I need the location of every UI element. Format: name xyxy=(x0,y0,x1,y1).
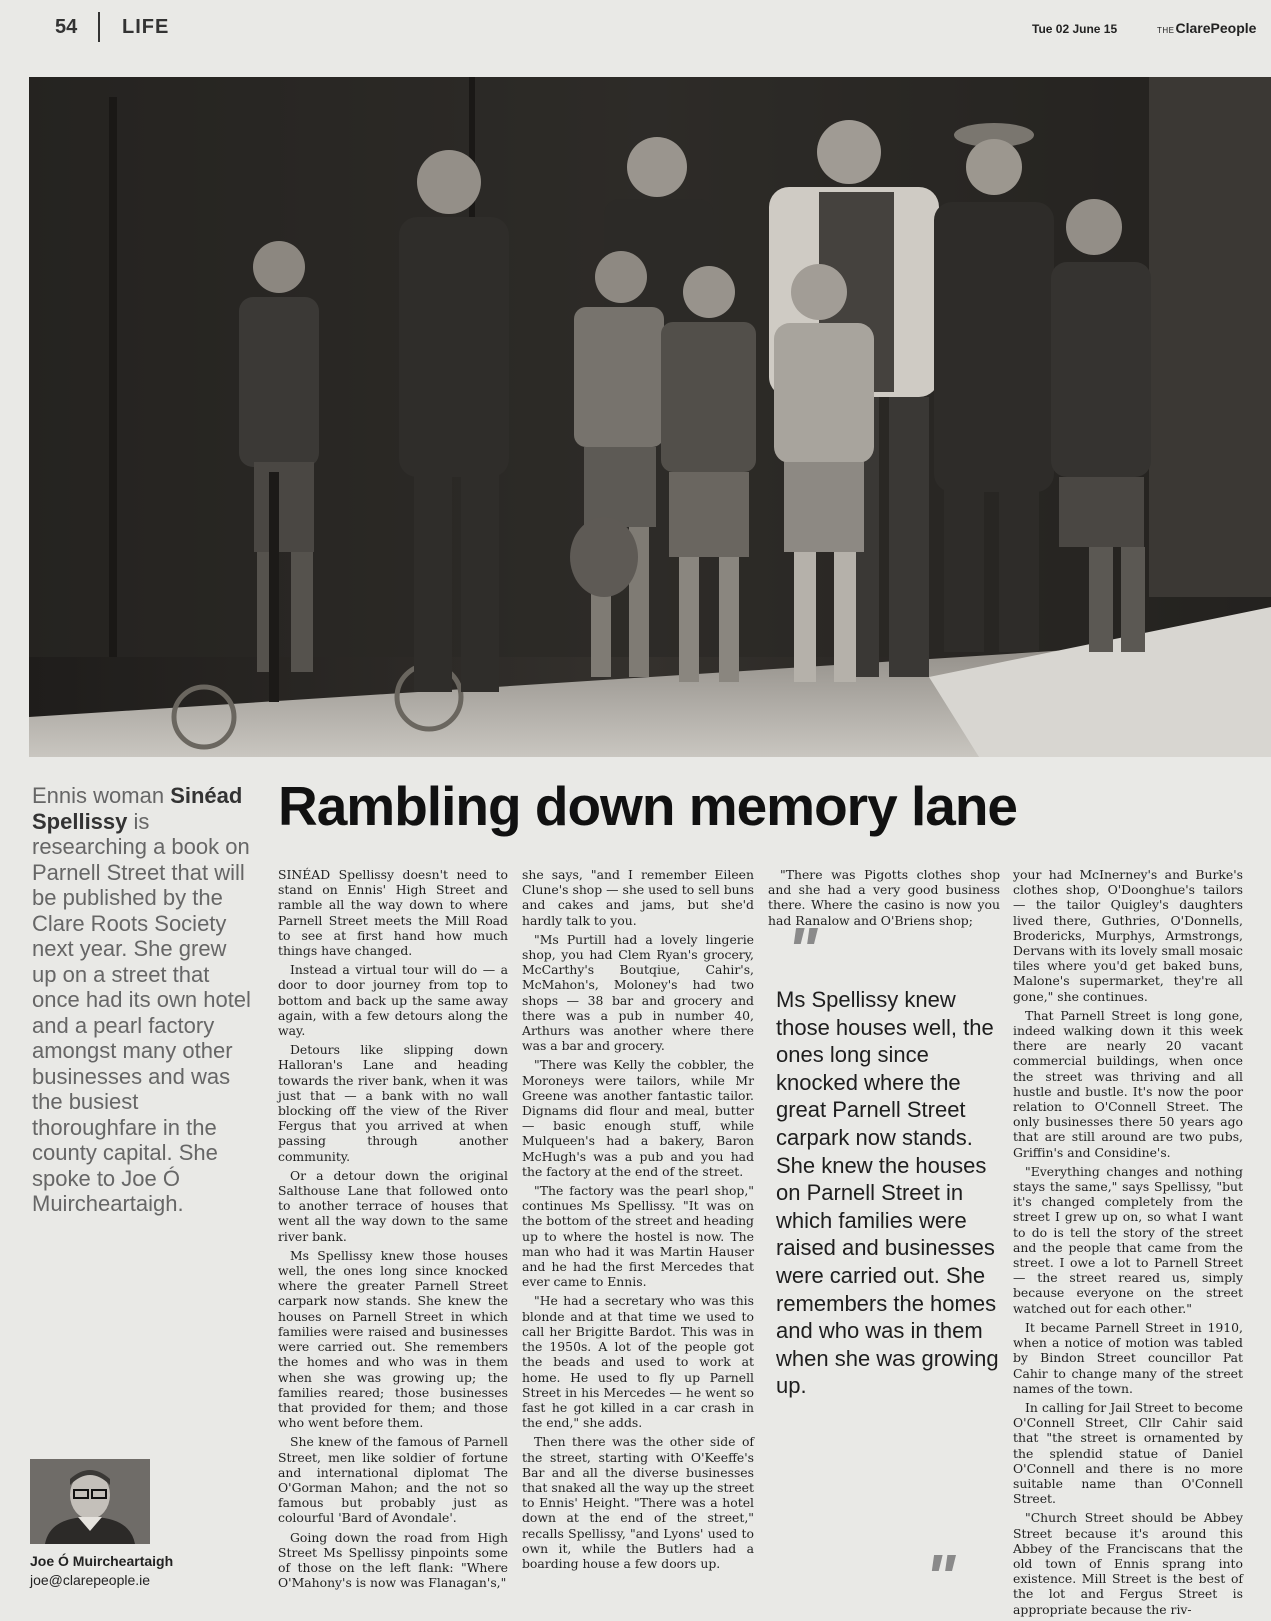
pull-quote: Ms Spellissy knew those houses well, the ones long since knocked where the great Parnell Street carpark now stands. She knew the houses on Parnell Street in which families were raised and businesses were carried out. She remembers the homes and who was in them when she was growing up. xyxy=(776,987,999,1399)
page-header xyxy=(0,0,1271,60)
paper-name: ClarePeople xyxy=(1175,20,1257,36)
paragraph: It became Parnell Street in 1910, when a notice of motion was tabled by Bindon Street councillor Pat Cahir to change many of the street names of the town. xyxy=(1013,1319,1243,1396)
author-email[interactable]: joe@clarepeople.ie xyxy=(30,1572,151,1588)
paragraph: Then there was the other side of the street, starting with O'Keeffe's Bar and all the diverse businesses that snaked all the way up the street to Ennis' Height. "There was a hotel down at the end of the street," recalls Spellissy, "and Lyons' used to own it, while the Butlers had a boarding house a few doors up. xyxy=(522,1434,754,1571)
paragraph: In calling for Jail Street to become O'Connell Street, Cllr Cahir said that "the street is ornamented by the splendid statue of Daniel O'Connell and there is no more suitable name than O'Connell Street. xyxy=(1013,1399,1243,1507)
paper-masthead xyxy=(1157,20,1256,36)
author-photo xyxy=(30,1459,150,1544)
section-label: LIFE xyxy=(122,16,170,38)
body-column-4 xyxy=(1013,867,1243,1621)
paragraph: Ms Spellissy knew those houses well, the ones long since knocked where the greater Parnell Street carpark now stands. She knew the houses on Parnell Street in which families were raised and businesses were carried out. She remembers the homes and who was in them when she was growing up; the families reared; those businesses that provided for them; and those who went before them. xyxy=(278,1247,508,1431)
paragraph: "There was Pigotts clothes shop and she had a very good business there. Where the casino is now you had Ranalow and O'Briens shop; xyxy=(768,867,1000,928)
paragraph: your had McInerney's and Burke's clothes shop, O'Doonghue's tailors — the tailor Quigley's daughters lived there, Guthries, O'Donnells, Brodericks, Murphys, Armstrongs, Dervans with its lovely small mosaic tiles where you'd get baked buns, Malone's supermarket, they're all gone," she continues. xyxy=(1013,867,1243,1004)
open-quote-mark: " xyxy=(787,914,812,986)
standfirst xyxy=(32,783,254,1217)
paragraph: She knew of the famous of Parnell Street, men like soldier of fortune and international diplomat The O'Gorman Mahon; and the not so famous but probably just as colourful 'Bard of Avondale'. xyxy=(278,1434,508,1526)
paragraph: "Everything changes and nothing stays the same," says Spellissy, "but it's changed completely from the street I grew up on, so what I want to do is tell the story of the street and the people that came from the street. I owe a lot to Parnell Street — the street reared us, simply because everyone on the street watched out for each other." xyxy=(1013,1163,1243,1316)
paragraph: "He had a secretary who was this blonde and at that time we used to call her Brigitte Bardot. This was in the 1950s. A lot of the people got the beads and used to work at home. He used to fly up Parnell Street in his Mercedes — he went so fast he got killed in a car crash in the end," she adds. xyxy=(522,1293,754,1431)
headline: Rambling down memory lane xyxy=(278,775,1018,837)
body-column-2 xyxy=(522,867,754,1575)
paragraph: "The factory was the pearl shop," continues Ms Spellissy. "It was on the bottom of the street and heading up to where the hostel is now. The man who had it was Martin Hauser and he had the first Mercedes that ever came to Ennis. xyxy=(522,1183,754,1290)
page-number: 54 xyxy=(55,16,78,38)
author-name: Joe Ó Muircheartaigh xyxy=(30,1553,174,1569)
issue-date: Tue 02 June 15 xyxy=(1032,22,1118,36)
header-divider xyxy=(98,12,100,42)
paragraph: That Parnell Street is long gone, indeed walking down it this week there are nearly 20 vacant commercial buildings, when once the street was thriving and all hustle and bustle. It's now the poor relation to O'Connell Street. The only businesses there 50 years ago that are still around are two pubs, Griffin's and Considine's. xyxy=(1013,1007,1243,1160)
close-quote-mark: " xyxy=(925,1541,950,1613)
paragraph: Instead a virtual tour will do — a door to door journey from top to bottom and back up the same away again, with a few detours along the way. xyxy=(278,962,508,1039)
archive-group-photo xyxy=(29,77,1271,757)
paragraph: she says, "and I remember Eileen Clune's shop — she used to sell buns and cakes and jams, but she'd hardly talk to you. xyxy=(522,867,754,928)
standfirst-name: Sinéad Spellissy xyxy=(32,783,243,834)
paragraph: Detours like slipping down Halloran's Lane and heading towards the river bank, when it was just that — a bank with no wall blocking off the view of the River Fergus that you arrived at when passing through another community. xyxy=(278,1042,508,1164)
standfirst-text: is researching a book on Parnell Street that will be published by the Clare Roots Society next year. She grew up on a street that once had its own hotel and a pearl factory amongst many other businesses and was the busiest thoroughfare in the county capital. She spoke to Joe Ó Muircheartaigh. xyxy=(32,808,251,1216)
paragraph: Or a detour down the original Salthouse Lane that followed onto to another terrace of houses that went all the way down to the same river bank. xyxy=(278,1167,508,1244)
paragraph: "Church Street should be Abbey Street because it's around this Abbey of the Franciscans that the old town of Ennis sprang into existence. Mill Street is the best of the lot and Fergus Street is appropriate because the riv- xyxy=(1013,1510,1243,1617)
paper-prefix: THE xyxy=(1157,26,1175,35)
paragraph: "Ms Purtill had a lovely lingerie shop, you had Clem Ryan's grocery, McCarthy's Boutqiue, Cahir's, McMahon's, Moloney's had two shops — 38 bar and grocery and there was a pub in number 40, Arthurs was another where there was a bar and grocery. xyxy=(522,931,754,1054)
paragraph: Going down the road from High Street Ms Spellissy pinpoints some of those on the left flank: "Where O'Mahony's is now was Flanagan's," xyxy=(278,1529,508,1591)
paragraph: SINÉAD Spellissy doesn't need to stand on Ennis' High Street and ramble all the way down to where Parnell Street meets the Mill Road to see at first hand how much things have changed. xyxy=(278,867,508,959)
paragraph: "There was Kelly the cobbler, the Moroneys were tailors, while Mr Greene was another fantastic tailor. Dignams did flour and meal, butter — basic enough stuff, while Mulqueen's had a bakery, Baron McHugh's was a pub and you had the factory at the end of the street. xyxy=(522,1057,754,1179)
standfirst-intro: Ennis woman xyxy=(32,783,165,808)
body-column-1 xyxy=(278,867,508,1594)
